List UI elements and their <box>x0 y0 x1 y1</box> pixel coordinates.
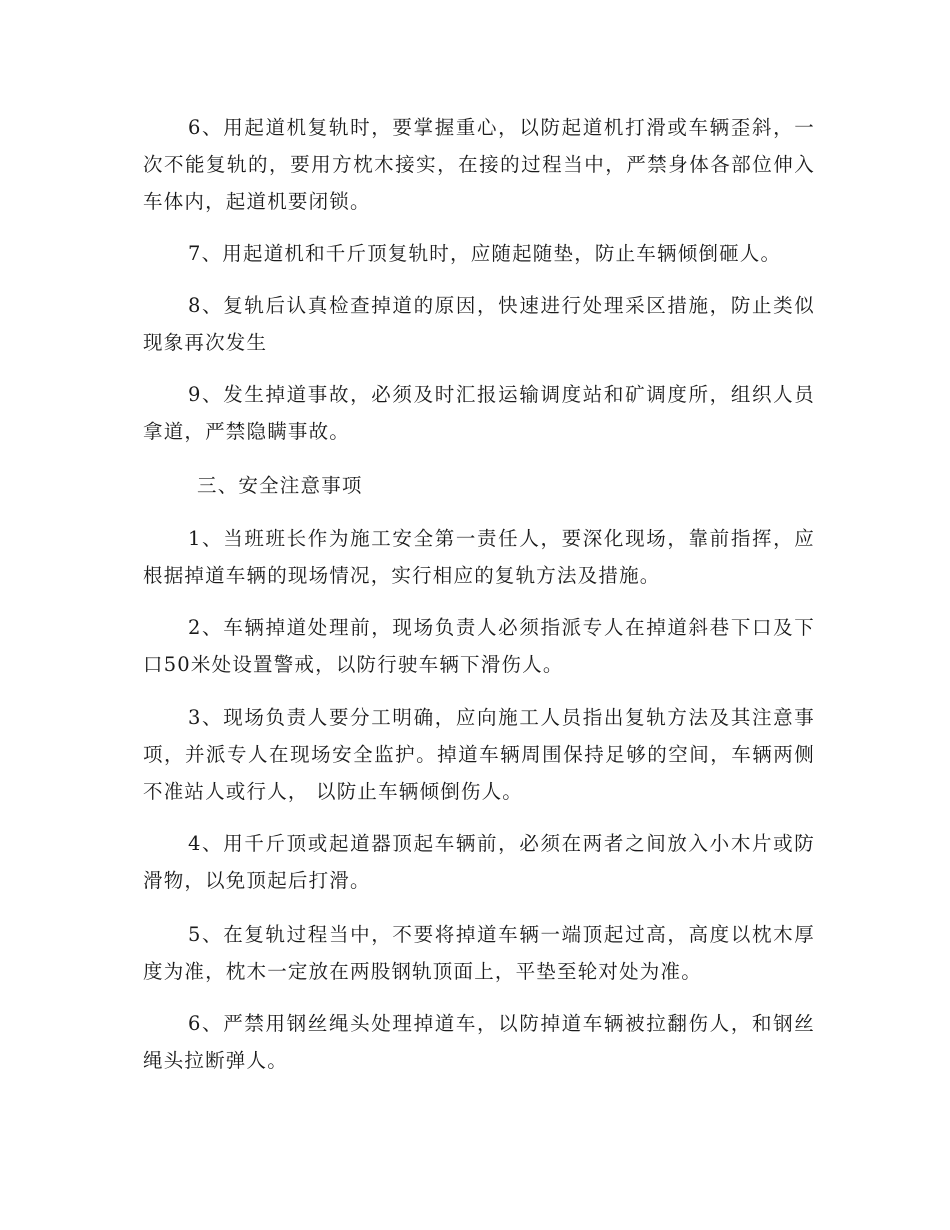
paragraph-step-8-inspect-cause: 8、复轨后认真检查掉道的原因，快速进行处理采区措施，防止类似现象再次发生 <box>143 294 815 354</box>
paragraph-safety-1: 1、当班班长作为施工安全第一责任人，要深化现场，靠前指挥，应根据掉道车辆的现场情况，实行相应的复轨方法及措施。 <box>143 527 815 587</box>
paragraph-safety-6: 6、严禁用钢丝绳头处理掉道车，以防掉道车辆被拉翻伤人，和钢丝绳头拉断弹人。 <box>143 1012 815 1072</box>
paragraph-safety-2: 2、车辆掉道处理前，现场负责人必须指派专人在掉道斜巷下口及下口50米处设置警戒，以防行驶车辆下滑伤人。 <box>143 616 815 676</box>
paragraph-safety-4: 4、用千斤顶或起道器顶起车辆前，必须在两者之间放入小木片或防滑物，以免顶起后打滑。 <box>143 832 815 892</box>
section-heading-safety-notes: 三、安全注意事项 <box>197 474 363 497</box>
paragraph-step-9-report-accident: 9、发生掉道事故，必须及时汇报运输调度站和矿调度所，组织人员拿道，严禁隐瞒事故。 <box>143 383 815 443</box>
paragraph-step-6-rerail-with-jack: 6、用起道机复轨时，要掌握重心，以防起道机打滑或车辆歪斜，一次不能复轨的，要用方枕木接实，在接的过程当中，严禁身体各部位伸入车体内，起道机要闭锁。 <box>143 116 815 213</box>
paragraph-safety-3: 3、现场负责人要分工明确，应向施工人员指出复轨方法及其注意事项，并派专人在现场安全监护。掉道车辆周围保持足够的空间，车辆两侧不准站人或行人， 以防止车辆倾倒伤人。 <box>143 706 815 803</box>
paragraph-safety-5: 5、在复轨过程当中，不要将掉道车辆一端顶起过高，高度以枕木厚度为准，枕木一定放在两股钢轨顶面上，平垫至轮对处为准。 <box>143 923 815 983</box>
paragraph-step-7-jack-and-lift: 7、用起道机和千斤顶复轨时，应随起随垫，防止车辆倾倒砸人。 <box>188 242 782 265</box>
